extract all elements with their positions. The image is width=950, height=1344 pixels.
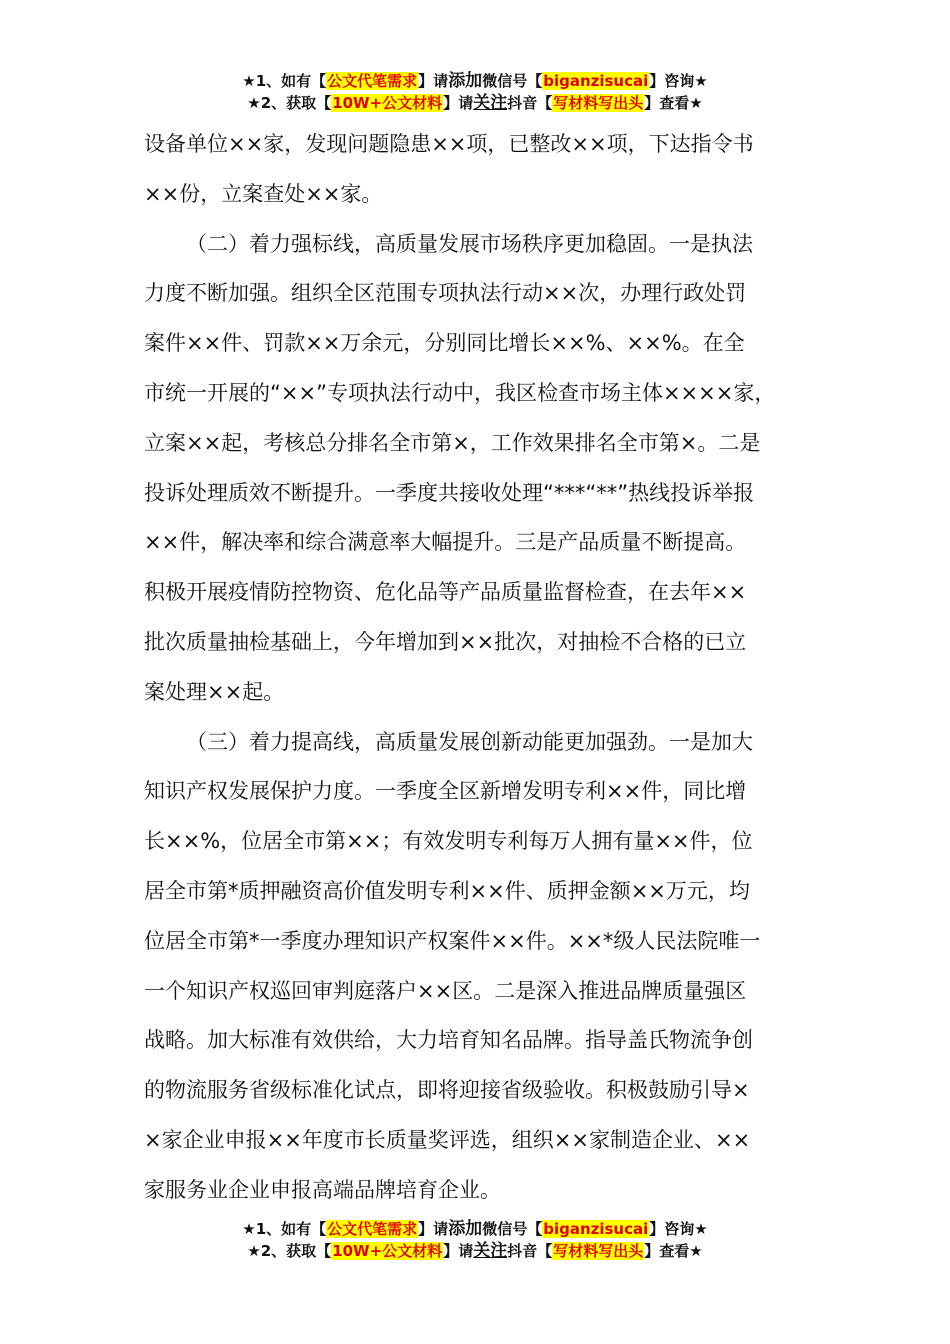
body-line: 积极开展疫情防控物资、危化品等产品质量监督检查，在去年×× bbox=[144, 580, 747, 605]
body-line: 的物流服务省级标准化试点，即将迎接省级验收。积极鼓励引导× bbox=[144, 1078, 750, 1103]
body-line: 战略。加大标准有效供给，大力培育知名品牌。指导盖氏物流争创 bbox=[144, 1028, 753, 1053]
section-heading-line: （二）着力强标线，高质量发展市场秩序更加稳固。一是执法 bbox=[186, 231, 753, 256]
promo-highlight: 公文代笔需求 bbox=[327, 1220, 418, 1238]
body-line: 位居全市第*一季度办理知识产权案件××件。××*级人民法院唯一 bbox=[144, 928, 761, 953]
footer-promo-banner bbox=[0, 1218, 950, 1262]
body-line: 案件××件、罚款××万余元，分别同比增长××%、××%。在全 bbox=[144, 331, 745, 356]
section-heading-line: （三）着力提高线，高质量发展创新动能更加强劲。一是加大 bbox=[186, 729, 753, 754]
douyin-account-highlight: 写材料写出头 bbox=[553, 1242, 644, 1260]
body-line: 知识产权发展保护力度。一季度全区新增发明专利××件，同比增 bbox=[144, 779, 747, 804]
promo-highlight: 公文代笔需求 bbox=[327, 72, 418, 90]
header-promo-banner bbox=[0, 70, 950, 114]
body-line: 批次质量抽检基础上，今年增加到××批次，对抽检不合格的已立 bbox=[144, 629, 747, 654]
promo-line-2: ★2、获取【10W+公文材料】请关注抖音【写材料写出头】查看★ bbox=[247, 1241, 703, 1261]
promo-highlight: 10W+公文材料 bbox=[332, 94, 443, 112]
promo-line-1: ★1、如有【公文代笔需求】请添加微信号【biganzisucai】咨询★ bbox=[242, 1219, 708, 1239]
body-line: 投诉处理质效不断提升。一季度共接收处理“***“**”热线投诉举报 bbox=[144, 480, 755, 505]
body-line: 案处理××起。 bbox=[144, 679, 285, 704]
promo-line-2: ★2、获取【10W+公文材料】请关注抖音【写材料写出头】查看★ bbox=[247, 93, 703, 113]
douyin-account-highlight: 写材料写出头 bbox=[553, 94, 644, 112]
body-line: 设备单位××家，发现问题隐患××项，已整改××项，下达指令书 bbox=[144, 132, 754, 156]
document-body bbox=[144, 120, 834, 1216]
promo-line-1: ★1、如有【公文代笔需求】请添加微信号【biganzisucai】咨询★ bbox=[242, 71, 708, 91]
body-line: 家服务业企业申报高端品牌培育企业。 bbox=[144, 1177, 501, 1202]
wechat-id-highlight: biganzisucai bbox=[543, 1220, 649, 1238]
body-line: 立案××起，考核总分排名全市第×，工作效果排名全市第×。二是 bbox=[144, 430, 761, 455]
body-line: 长××%，位居全市第××；有效发明专利每万人拥有量××件，位 bbox=[144, 829, 753, 854]
promo-highlight: 10W+公文材料 bbox=[332, 1242, 443, 1260]
body-line: ××份，立案查处××家。 bbox=[144, 181, 383, 206]
wechat-id-highlight: biganzisucai bbox=[543, 72, 649, 90]
body-line: 力度不断加强。组织全区范围专项执法行动××次，办理行政处罚 bbox=[144, 281, 747, 306]
body-line: 居全市第*质押融资高价值发明专利××件、质押金额××万元，均 bbox=[144, 878, 750, 903]
body-line: ×家企业申报××年度市长质量奖评选，组织××家制造企业、×× bbox=[144, 1127, 751, 1152]
body-line: 市统一开展的“××”专项执法行动中，我区检查市场主体××××家， bbox=[144, 380, 776, 405]
body-line: ××件，解决率和综合满意率大幅提升。三是产品质量不断提高。 bbox=[144, 530, 747, 555]
body-line: 一个知识产权巡回审判庭落户××区。二是深入推进品牌质量强区 bbox=[144, 978, 747, 1003]
